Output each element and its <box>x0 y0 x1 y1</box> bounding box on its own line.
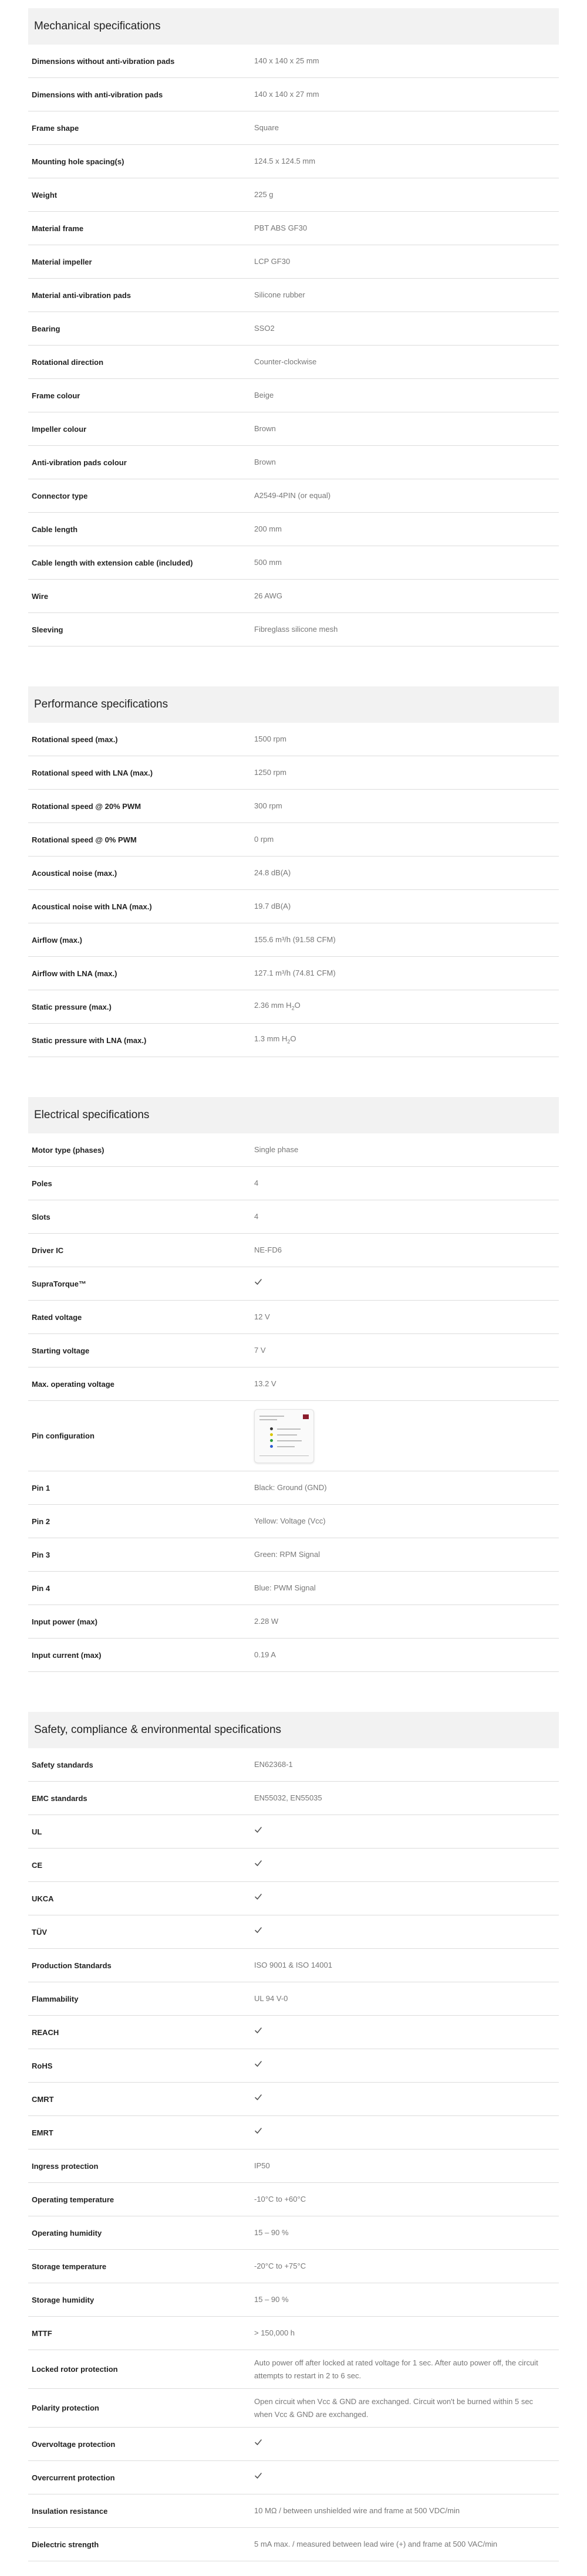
diagram-line <box>277 1446 295 1447</box>
spec-label: Acoustical noise with LNA (max.) <box>32 902 152 911</box>
spec-label: Pin 4 <box>32 1583 50 1593</box>
spec-value: 15 – 90 % <box>254 2295 289 2304</box>
spec-value: 124.5 x 124.5 mm <box>254 157 316 165</box>
spec-label: Rotational speed @ 0% PWM <box>32 835 137 844</box>
check-icon <box>254 1826 262 1834</box>
spec-value: 19.7 dB(A) <box>254 902 291 910</box>
check-icon <box>254 2060 262 2068</box>
spec-row <box>28 2528 559 2561</box>
spec-row <box>28 1982 559 2016</box>
check-icon <box>254 2093 262 2101</box>
spec-value: 5 mA max. / measured between lead wire (+) and frame at 500 VAC/min <box>254 2540 498 2548</box>
spec-label: Frame colour <box>32 391 80 400</box>
spec-label: Airflow (max.) <box>32 935 82 945</box>
spec-value: 1500 rpm <box>254 734 286 743</box>
spec-label: Dielectric strength <box>32 2540 99 2549</box>
spec-value: Fibreglass silicone mesh <box>254 625 338 634</box>
spec-label: Static pressure with LNA (max.) <box>32 1035 147 1045</box>
spec-value <box>254 1277 559 1290</box>
spec-value: 140 x 140 x 27 mm <box>254 90 319 99</box>
spec-label: TÜV <box>32 1927 47 1937</box>
spec-row <box>28 1849 559 1882</box>
spec-section <box>28 8 559 646</box>
diagram-line <box>277 1440 302 1441</box>
spec-row <box>28 1639 559 1672</box>
spec-label: UKCA <box>32 1894 54 1903</box>
spec-label: Poles <box>32 1179 52 1188</box>
spec-label: Rotational speed (max.) <box>32 734 118 744</box>
spec-row <box>28 2317 559 2350</box>
spec-value: Counter-clockwise <box>254 357 317 366</box>
spec-section <box>28 686 559 1057</box>
spec-label: Rotational direction <box>32 357 104 367</box>
diagram-line <box>259 1416 284 1417</box>
spec-value: Auto power off after locked at rated voltage for 1 sec. After auto power off, the circuit attempts to restart in 2 to 6 sec. <box>254 2358 538 2380</box>
spec-value: > 150,000 h <box>254 2328 295 2337</box>
spec-row <box>28 2389 559 2428</box>
diagram-line <box>259 1419 277 1420</box>
spec-section <box>28 1097 559 1672</box>
spec-row <box>28 1133 559 1167</box>
spec-value: Square <box>254 123 279 132</box>
spec-value <box>254 2059 559 2072</box>
spec-row <box>28 2428 559 2461</box>
spec-label: UL <box>32 1827 42 1836</box>
spec-row <box>28 1949 559 1982</box>
spec-value: 0 rpm <box>254 835 274 844</box>
pin-dot <box>270 1439 273 1442</box>
spec-label: Pin 3 <box>32 1550 50 1559</box>
spec-label: Polarity protection <box>32 2404 99 2412</box>
spec-label: Rotational speed @ 20% PWM <box>32 801 141 811</box>
spec-row <box>28 412 559 446</box>
spec-label: Production Standards <box>32 1961 112 1970</box>
spec-row <box>28 1167 559 1200</box>
check-icon <box>254 2472 262 2480</box>
spec-value: 12 V <box>254 1312 270 1321</box>
spec-value <box>254 1925 559 1938</box>
spec-label: Dimensions without anti-vibration pads <box>32 56 175 66</box>
spec-row <box>28 2461 559 2494</box>
spec-value: A2549-4PIN (or equal) <box>254 491 331 500</box>
spec-value: 2.28 W <box>254 1617 279 1626</box>
spec-row <box>28 1572 559 1605</box>
pin-configuration-image[interactable] <box>254 1409 314 1463</box>
spec-row <box>28 2049 559 2083</box>
check-icon <box>254 1926 262 1934</box>
spec-row <box>28 45 559 78</box>
spec-row <box>28 546 559 580</box>
spec-label: Frame shape <box>32 123 79 133</box>
check-icon <box>254 1893 262 1901</box>
spec-row <box>28 2250 559 2283</box>
value-suffix: O <box>290 1034 296 1043</box>
spec-value: -20°C to +75°C <box>254 2262 306 2270</box>
spec-value: 225 g <box>254 190 274 199</box>
spec-label: Airflow with LNA (max.) <box>32 969 117 978</box>
spec-row <box>28 723 559 756</box>
spec-label: Mounting hole spacing(s) <box>32 157 124 166</box>
spec-label: Acoustical noise (max.) <box>32 868 117 878</box>
spec-value <box>254 1892 559 1905</box>
spec-label: Material anti-vibration pads <box>32 290 131 300</box>
pin-dot <box>270 1445 273 1448</box>
spec-row <box>28 2183 559 2216</box>
spec-value: Yellow: Voltage (Vcc) <box>254 1517 326 1525</box>
spec-value: Open circuit when Vcc & GND are exchanged. Circuit won't be burned within 5 sec when Vcc & GND are exchanged. <box>254 2396 534 2419</box>
value-subscript: 2 <box>291 1005 295 1011</box>
spec-value: 15 – 90 % <box>254 2228 289 2237</box>
spec-row <box>28 1505 559 1538</box>
spec-value: 127.1 m³/h (74.81 CFM) <box>254 969 336 977</box>
spec-value: 4 <box>254 1179 259 1187</box>
section-title: Performance specifications <box>28 686 559 723</box>
spec-row <box>28 212 559 245</box>
spec-label: Input current (max) <box>32 1650 102 1660</box>
spec-row <box>28 2150 559 2183</box>
spec-value <box>254 2438 559 2450</box>
spec-label: Flammability <box>32 1994 79 2003</box>
spec-value <box>254 1033 559 1048</box>
spec-row <box>28 1748 559 1782</box>
check-icon <box>254 1859 262 1867</box>
spec-row <box>28 1815 559 1849</box>
pin-dot <box>270 1427 273 1430</box>
spec-label: Sleeving <box>32 625 63 634</box>
spec-value: SSO2 <box>254 324 275 333</box>
spec-row <box>28 178 559 212</box>
spec-label: Slots <box>32 1212 50 1221</box>
spec-row <box>28 1471 559 1505</box>
brand-logo-icon <box>303 1414 309 1419</box>
diagram-line <box>259 1455 309 1456</box>
spec-value: Blue: PWM Signal <box>254 1583 316 1592</box>
spec-row <box>28 78 559 111</box>
spec-value: Beige <box>254 391 274 400</box>
value-main: 2.36 mm H <box>254 1000 292 1010</box>
spec-label: Operating humidity <box>32 2228 102 2238</box>
spec-label: MTTF <box>32 2328 52 2338</box>
spec-value <box>254 999 559 1015</box>
spec-row <box>28 2283 559 2317</box>
spec-row <box>28 790 559 823</box>
check-icon <box>254 2127 262 2135</box>
spec-row <box>28 2016 559 2049</box>
spec-value: Green: RPM Signal <box>254 1550 320 1559</box>
spec-value <box>254 2026 559 2039</box>
spec-value: 1250 rpm <box>254 768 286 777</box>
spec-row <box>28 446 559 479</box>
spec-label: Storage humidity <box>32 2295 95 2304</box>
spec-value: 13.2 V <box>254 1379 276 1388</box>
spec-label: Pin configuration <box>32 1431 95 1440</box>
section-title: Electrical specifications <box>28 1097 559 1133</box>
spec-row <box>28 1882 559 1915</box>
section-title: Safety, compliance & environmental specifications <box>28 1712 559 1748</box>
spec-label: SupraTorque™ <box>32 1279 86 1288</box>
spec-row <box>28 145 559 178</box>
spec-value <box>254 2093 559 2106</box>
check-icon <box>254 2438 262 2446</box>
section-spacer <box>28 1672 559 1712</box>
spec-value: 7 V <box>254 1346 266 1355</box>
spec-value: ISO 9001 & ISO 14001 <box>254 1961 332 1969</box>
spec-label: Input power (max) <box>32 1617 97 1626</box>
spec-label: Operating temperature <box>32 2195 114 2204</box>
spec-value: Single phase <box>254 1145 299 1154</box>
spec-row <box>28 957 559 990</box>
spec-label: REACH <box>32 2027 59 2037</box>
spec-value <box>254 2471 559 2484</box>
spec-label: Static pressure (max.) <box>32 1002 112 1011</box>
diagram-line <box>277 1429 301 1430</box>
spec-row <box>28 2083 559 2116</box>
spec-value: 140 x 140 x 25 mm <box>254 56 319 65</box>
spec-page <box>28 8 559 2561</box>
spec-value: EN62368-1 <box>254 1760 293 1769</box>
spec-label: Rated voltage <box>32 1312 82 1322</box>
spec-label: Starting voltage <box>32 1346 90 1355</box>
spec-value: 24.8 dB(A) <box>254 868 291 877</box>
spec-row <box>28 2116 559 2150</box>
spec-label: EMC standards <box>32 1793 87 1803</box>
spec-row <box>28 312 559 346</box>
spec-label: Motor type (phases) <box>32 1145 104 1155</box>
spec-label: Cable length <box>32 524 78 534</box>
spec-value: PBT ABS GF30 <box>254 224 308 232</box>
spec-row <box>28 245 559 279</box>
spec-row <box>28 1267 559 1301</box>
spec-row <box>28 1915 559 1949</box>
spec-row <box>28 1605 559 1639</box>
pin-dot <box>270 1433 273 1436</box>
spec-value: 300 rpm <box>254 801 282 810</box>
spec-label: CE <box>32 1860 43 1870</box>
spec-label: Connector type <box>32 491 88 500</box>
spec-value: 200 mm <box>254 524 282 533</box>
spec-label: Dimensions with anti-vibration pads <box>32 90 163 99</box>
spec-row <box>28 111 559 145</box>
spec-row <box>28 1782 559 1815</box>
spec-label: Bearing <box>32 324 60 333</box>
spec-label: Anti-vibration pads colour <box>32 458 127 467</box>
spec-value: LCP GF30 <box>254 257 291 266</box>
spec-value: 500 mm <box>254 558 282 567</box>
spec-label: Impeller colour <box>32 424 87 434</box>
spec-row <box>28 1367 559 1401</box>
spec-label: Ingress protection <box>32 2161 99 2171</box>
spec-label: CMRT <box>32 2094 54 2104</box>
spec-row <box>28 823 559 857</box>
spec-row <box>28 1401 559 1471</box>
spec-value: Black: Ground (GND) <box>254 1483 327 1492</box>
spec-row <box>28 2216 559 2250</box>
spec-label: Material frame <box>32 224 84 233</box>
spec-value: Brown <box>254 424 276 433</box>
spec-row <box>28 1234 559 1267</box>
spec-row <box>28 2350 559 2389</box>
spec-value: IP50 <box>254 2161 270 2170</box>
check-icon <box>254 2026 262 2035</box>
spec-value: 26 AWG <box>254 591 282 600</box>
spec-label: Storage temperature <box>32 2262 107 2271</box>
spec-value: NE-FD6 <box>254 1245 282 1254</box>
spec-label: Overcurrent protection <box>32 2473 115 2482</box>
section-spacer <box>28 646 559 686</box>
spec-value: 10 MΩ / between unshielded wire and frame at 500 VDC/min <box>254 2506 460 2515</box>
spec-row <box>28 1200 559 1234</box>
spec-row <box>28 580 559 613</box>
spec-row <box>28 1334 559 1367</box>
spec-row <box>28 1538 559 1572</box>
diagram-line <box>277 1434 297 1436</box>
spec-row <box>28 379 559 412</box>
spec-row <box>28 479 559 513</box>
spec-row <box>28 1301 559 1334</box>
spec-value: -10°C to +60°C <box>254 2195 306 2203</box>
spec-value <box>254 1409 559 1463</box>
spec-row <box>28 279 559 312</box>
check-icon <box>254 1278 262 1286</box>
spec-row <box>28 613 559 646</box>
value-main: 1.3 mm H <box>254 1034 288 1043</box>
spec-value <box>254 2126 559 2139</box>
spec-value: Silicone rubber <box>254 290 305 299</box>
spec-label: Overvoltage protection <box>32 2439 116 2449</box>
spec-label: Cable length with extension cable (included) <box>32 558 193 567</box>
spec-label: Material impeller <box>32 257 92 266</box>
spec-label: Insulation resistance <box>32 2506 108 2516</box>
spec-label: Max. operating voltage <box>32 1379 114 1389</box>
spec-row <box>28 2494 559 2528</box>
spec-label: Pin 1 <box>32 1483 50 1492</box>
spec-row <box>28 923 559 957</box>
spec-value <box>254 1825 559 1838</box>
spec-value: 0.19 A <box>254 1650 276 1659</box>
spec-row <box>28 346 559 379</box>
spec-label: Weight <box>32 190 58 199</box>
spec-row <box>28 990 559 1024</box>
section-spacer <box>28 1057 559 1097</box>
spec-row <box>28 1024 559 1057</box>
spec-label: Wire <box>32 591 49 601</box>
spec-value: EN55032, EN55035 <box>254 1793 322 1802</box>
spec-value: 4 <box>254 1212 259 1221</box>
spec-value: 155.6 m³/h (91.58 CFM) <box>254 935 336 944</box>
spec-label: RoHS <box>32 2061 53 2070</box>
value-subscript: 2 <box>287 1038 291 1045</box>
spec-value: UL 94 V-0 <box>254 1994 288 2003</box>
spec-label: Pin 2 <box>32 1517 50 1526</box>
spec-label: Safety standards <box>32 1760 93 1769</box>
spec-label: Locked rotor protection <box>32 2365 118 2374</box>
spec-label: Rotational speed with LNA (max.) <box>32 768 153 777</box>
spec-value <box>254 1859 559 1871</box>
section-title: Mechanical specifications <box>28 8 559 45</box>
spec-section <box>28 1712 559 2561</box>
spec-row <box>28 756 559 790</box>
spec-value: Brown <box>254 458 276 466</box>
spec-label: Driver IC <box>32 1245 64 1255</box>
value-suffix: O <box>294 1000 301 1010</box>
spec-label: EMRT <box>32 2128 53 2137</box>
spec-row <box>28 890 559 923</box>
spec-row <box>28 857 559 890</box>
spec-row <box>28 513 559 546</box>
